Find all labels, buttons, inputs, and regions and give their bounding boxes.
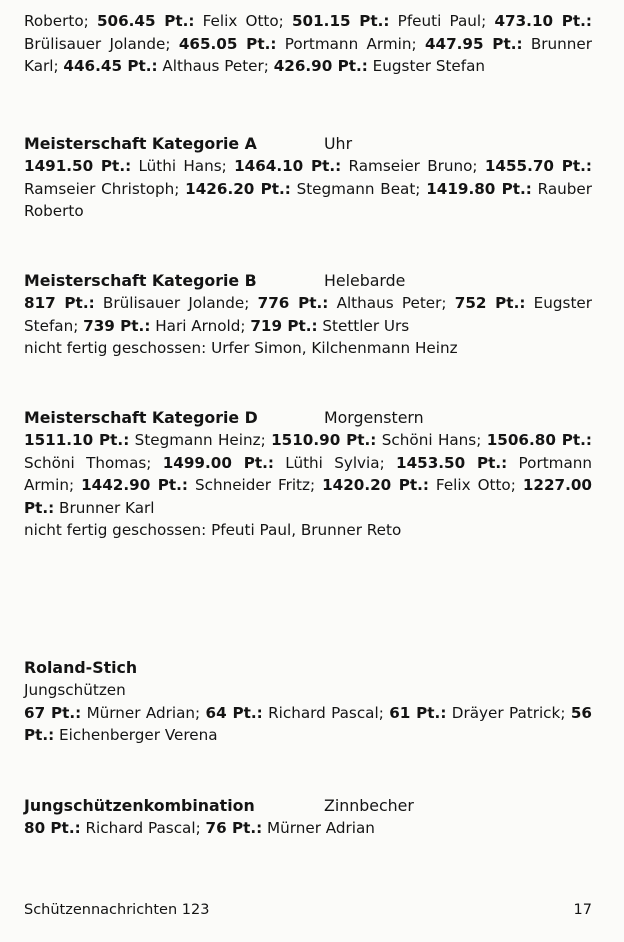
score-points: 501.15 Pt.: [291,12,390,30]
shooter-names: Felix Otto; [428,476,523,494]
section-kategorie-d [24,406,592,542]
shooter-names: Hari Arnold; [150,316,251,335]
shooter-names: Eichenberger Verena [54,726,218,744]
score-points: 1442.90 Pt.: [81,476,188,494]
section-heading [24,132,592,155]
shooter-names: Mürner Adrian; [81,703,206,722]
shooter-names: Lüthi Sylvia; [273,453,397,472]
score-points: 1510.90 Pt.: [271,431,377,449]
publication-title: Schützennachrichten 123 [24,902,210,918]
score-points: 64 Pt.: [205,703,263,722]
results-paragraph [24,155,592,223]
shooter-names: Eugster Stefan [367,57,486,75]
section-prize: Zinnbecher [324,796,414,815]
shooter-names: Mürner Adrian [262,819,375,837]
section-kategorie-a [24,132,592,223]
section-title: Meisterschaft Kategorie B [24,271,257,290]
score-points: 1491.50 Pt.: [24,157,132,175]
not-finished-note: nicht fertig geschossen: Urfer Simon, Kilchenmann Heinz [24,339,458,357]
shooter-names: Brunner Karl [54,498,155,517]
score-points: 465.05 Pt.: [178,34,277,53]
section-subtitle: Jungschützen [24,681,126,699]
intro-paragraph [24,10,592,78]
shooter-names: Althaus Peter; [328,294,455,312]
score-points: 739 Pt.: [83,316,151,335]
shooter-names: Richard Pascal; [262,703,390,722]
shooter-names: Schöni Hans; [376,431,487,449]
section-prize: Uhr [324,134,353,153]
section-heading [24,269,592,292]
score-points: 76 Pt.: [205,819,263,837]
score-points: 56 Pt.: [24,703,592,744]
score-points: 1453.50 Pt.: [396,453,508,472]
score-points: 719 Pt.: [250,316,318,335]
score-points: 1426.20 Pt.: [185,179,291,198]
shooter-names: Lüthi Hans; [131,157,235,175]
shooter-names: Brülisauer Jolande; [94,294,258,312]
score-points: 61 Pt.: [389,703,447,722]
intro-results [24,10,592,78]
score-points: 473.10 Pt.: [494,12,592,30]
section-title: Jungschützenkombination [24,796,255,815]
score-points: 1506.80 Pt.: [486,431,593,449]
results-paragraph [24,292,592,337]
score-points: 1455.70 Pt.: [484,157,592,175]
page-number: 17 [573,902,592,918]
not-finished-note: nicht fertig geschossen: Pfeuti Paul, Brunner Reto [24,521,402,539]
section-heading [24,656,592,679]
score-points: 447.95 Pt.: [424,34,523,53]
score-points: 776 Pt.: [257,294,329,312]
shooter-names: Ramseier Christoph; [24,179,186,198]
shooter-names: Portmann Armin; [24,453,593,494]
results-paragraph [24,429,592,519]
section-heading [24,794,592,817]
score-points: 1227.00 Pt.: [24,476,593,517]
shooter-names: Rauber Roberto [24,179,592,220]
results-paragraph [24,817,592,840]
section-prize: Morgenstern [324,408,424,427]
score-points: 817 Pt.: [24,294,95,312]
section-heading [24,406,592,429]
score-points: 1420.20 Pt.: [322,476,429,494]
section-kategorie-b [24,269,592,360]
score-points: 67 Pt.: [24,703,82,722]
score-points: 506.45 Pt.: [96,12,195,30]
shooter-names: Brülisauer Jolande; [24,34,179,53]
shooter-names: Portmann Armin; [276,34,425,53]
section-title: Meisterschaft Kategorie A [24,134,257,153]
score-points: 426.90 Pt.: [273,57,368,75]
section-roland-stich [24,656,592,747]
shooter-names: Stettler Urs [317,316,410,335]
score-points: 80 Pt.: [24,819,81,837]
shooter-names: Stegmann Beat; [290,179,427,198]
shooter-names: Roberto; [24,12,97,30]
shooter-names: Pfeuti Paul; [389,12,495,30]
shooter-names: Schneider Fritz; [187,476,323,494]
section-title: Roland-Stich [24,658,138,677]
score-points: 1499.00 Pt.: [162,453,274,472]
results-paragraph [24,702,592,747]
shooter-names: Brunner Karl; [24,34,592,75]
shooter-names: Felix Otto; [194,12,292,30]
shooter-names: Stegmann Heinz; [129,431,272,449]
shooter-names: Dräyer Patrick; [446,703,571,722]
shooter-names: Ramseier Bruno; [341,157,485,175]
shooter-names: Schöni Thomas; [24,453,163,472]
section-jungschuetzenkombination [24,794,592,840]
score-points: 1419.80 Pt.: [426,179,532,198]
shooter-names: Richard Pascal; [80,819,206,837]
shooter-names: Althaus Peter; [157,57,274,75]
score-points: 1511.10 Pt.: [24,431,130,449]
score-points: 752 Pt.: [454,294,526,312]
section-title: Meisterschaft Kategorie D [24,408,258,427]
section-prize: Helebarde [324,271,406,290]
score-points: 1464.10 Pt.: [234,157,342,175]
shooter-names: Eugster Stefan; [24,294,593,335]
score-points: 446.45 Pt.: [63,57,158,75]
